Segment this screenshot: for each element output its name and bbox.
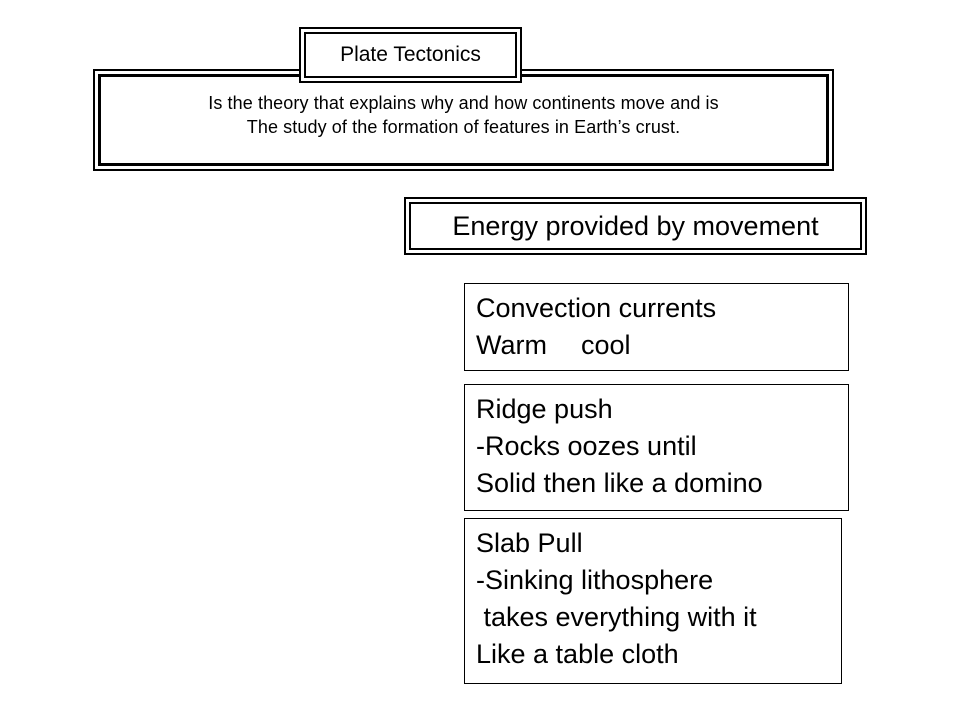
definition-box xyxy=(93,69,834,171)
ridge-push-line-3: Solid then like a domino xyxy=(476,468,763,498)
slab-pull-line-3: takes everything with it xyxy=(476,602,757,632)
ridge-push-box xyxy=(464,384,849,511)
page-title: Plate Tectonics xyxy=(340,43,481,66)
slab-pull-line-4: Like a table cloth xyxy=(476,639,679,669)
convection-heading: Convection currents xyxy=(476,293,717,323)
slab-pull-box xyxy=(464,518,842,684)
energy-box-inner xyxy=(409,202,862,250)
definition-box-inner xyxy=(98,74,829,166)
title-tab-inner xyxy=(304,32,517,78)
definition-line-2: The study of the formation of features in Earth’s crust. xyxy=(246,117,681,137)
convection-box xyxy=(464,283,849,371)
slab-pull-line-2: -Sinking lithosphere xyxy=(476,565,714,595)
ridge-push-heading: Ridge push xyxy=(476,394,613,424)
slab-pull-heading: Slab Pull xyxy=(476,528,583,558)
energy-box xyxy=(404,197,867,255)
arrow-down-icon xyxy=(647,334,657,358)
title-tab xyxy=(299,27,522,83)
definition-line-1: Is the theory that explains why and how continents move and is xyxy=(208,93,719,113)
energy-heading: Energy provided by movement xyxy=(452,210,819,241)
convection-cool-label: cool xyxy=(580,330,631,360)
arrow-up-icon xyxy=(559,334,569,358)
ridge-push-line-2: -Rocks oozes until xyxy=(476,431,697,461)
convection-warm-label: Warm xyxy=(476,330,547,360)
convection-detail-row xyxy=(476,327,848,364)
